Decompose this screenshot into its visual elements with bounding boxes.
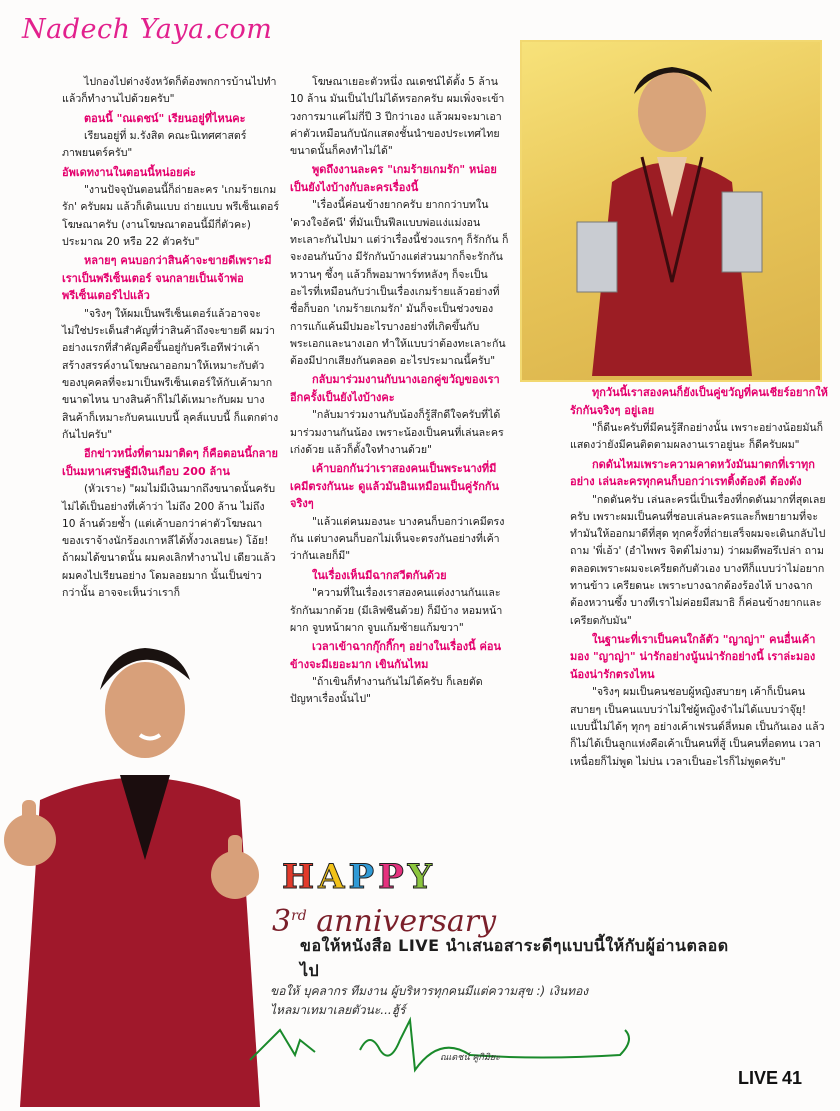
interview-question: อัพเดทงานในตอนนี้หน่อยค่ะ xyxy=(62,165,196,179)
article-paragraph: ไปกองไปต่างจังหวัดก็ต้องพกการบ้านไปทำ แล้วก็ทำงานไปด้วยครับ" xyxy=(62,76,277,106)
article-paragraph: "เรื่องนี้ค่อนข้างยากครับ ยากกว่าบทใน 'ดวงใจอัคนี' ที่มันเป็นฟีลแบบพ่อแง่แม่งอน ทะเลาะกันไปมา แต่ว่าเรื่องนี้ช่วงแรกๆ ก็รักกัน ก็จะงอนกันบ้าง มีรักกันบ้างแต่ส่วนมากก็จะรักกันหวานๆ ซึ้งๆ แล้วก็พอมาพาร์ทหลังๆ ก็จะเป็นอะไรที่เหมือนกับว่าเป็นเรื่องเกมร้ายแล้วอย่างที่ชื่อก็บอก 'เกมร้ายเกมรัก' มันก็จะเป็นช่วงของการแก้แค้นมีปมอะไรบางอย่างที่เกิดขึ้นกับพระเอกและนางเอก ทำให้แบบว่าต้องทะเลาะกัน ต้องมีปากเสียงกันตลอด อะไรประมาณนี้ครับ" xyxy=(290,199,509,368)
happy-letter: H xyxy=(282,857,315,897)
interview-question: เค้าบอกกันว่าเราสองคนเป็นพระนางที่มีเคมีตรงกันนะ ดูแล้วมันอินเหมือนเป็นคู่รักกันจริงๆ xyxy=(290,462,500,511)
site-logo: Nadech Yaya.com xyxy=(22,14,273,45)
article-paragraph: "ถ้าเขินก็ทำงานกันไม่ได้ครับ ก็เลยตัดปัญหาเรื่องนั้นไป" xyxy=(290,676,483,706)
interview-question: ในฐานะที่เราเป็นคนใกล้ตัว "ญาญ่า" คนอื่นเค้ามอง "ญาญ่า" น่ารักอย่างนู้นน่ารักอย่างนี้ เราล่ะมองน้องน่ารักตรงไหน xyxy=(570,632,816,681)
thumbs-up-photo xyxy=(0,640,260,1110)
handwritten-message-1: ขอให้หนังสือ LIVE นำเสนอสาระดีๆแบบนี้ให้กับผู้อ่านตลอดไป xyxy=(300,936,729,980)
interview-question: พูดถึงงานละคร "เกมร้ายเกมรัก" หน่อย เป็นยังไงบ้างกับละครเรื่องนี้ xyxy=(290,163,497,194)
signature-scribble xyxy=(240,1010,660,1080)
interview-question: อีกข่าวหนึ่งที่ตามมาติดๆ ก็คือตอนนี้กลายเป็นมหาเศรษฐีมีเงินเกือบ 200 ล้าน xyxy=(62,447,278,478)
interview-question: ในเรื่องเห็นมีฉากสวีตกันด้วย xyxy=(312,568,447,582)
article-paragraph: "จริงๆ ให้ผมเป็นพรีเซ็นเตอร์แล้วอาจจะไม่ใช่ประเด็นสำคัญที่ว่าสินค้าถึงจะขายดี ผมว่าอย่างแรกที่สำคัญคือขึ้นอยู่กับครีเอทีฟว่าเค้าสร้างสรรค์งานโฆษณาออกมาให้เหมาะกับตัวของบุคคลที่จะมาเป็นพรีเซ็นเตอร์ให้กับเค้ามากขนาดไหน บางสินค้าก็ไม่ได้เหมาะกับผม บางสินค้าก็เหมาะกับคนแบบนี้ ลุคส์แบบนี้ ก็แตกต่างกันไปครับ" xyxy=(62,307,279,441)
interview-question: เวลาเข้าฉากกุ๊กกิ๊กๆ อย่างในเรื่องนี้ ค่อนข้างจะมีเยอะมาก เขินกันไหม xyxy=(290,640,501,671)
article-paragraph: เรียนอยู่ที่ ม.รังสิต คณะนิเทศศาสตร์ ภาพยนตร์ครับ" xyxy=(62,130,247,160)
page-footer xyxy=(738,1068,802,1089)
signature xyxy=(240,1010,660,1080)
interview-question: กดดันไหมเพราะความคาดหวังมันมาตกที่เราทุกอย่าง เล่นละครทุกคนก็บอกว่าเรทติ้งต้องดี ต้องดัง xyxy=(570,457,815,489)
signature-caption: ณเดชน์ คูกิมิยะ xyxy=(440,1053,500,1063)
happy-banner xyxy=(282,857,512,905)
interview-question: ทุกวันนี้เราสองคนก็ยังเป็นคู่ขวัญที่คนเชียร์อยากให้รักกันจริงๆ อยู่เลย xyxy=(570,386,828,417)
page-number: 41 xyxy=(782,1068,803,1088)
magazine-name: LIVE xyxy=(738,1068,779,1088)
happy-letter: P xyxy=(378,857,404,897)
portrait-illustration xyxy=(522,42,816,376)
article-paragraph: โฆษณาเยอะตัวหนึ่ง ณเดชน์ได้ตั้ง 5 ล้าน 10 ล้าน มันเป็นไปไม่ได้หรอกครับ ผมเพิ่งจะเข้าวงการมาแค่ไม่กี่ปี 3 ปีกว่าเอง แล้วผมจะมาเอาค่าตัวเหมือนกับนักแสดงชั้นนำของประเทศไทยขนาดนั้นก็คงทำไม่ได้" xyxy=(290,76,505,158)
interview-question: หลายๆ คนบอกว่าสินค้าจะขายดีเพราะมีเราเป็นพรีเซ็นเตอร์ จนกลายเป็นเจ้าพ่อพรีเซ็นเตอร์ไปแล้ว xyxy=(62,254,272,303)
happy-letter: P xyxy=(348,857,375,897)
interview-question: กลับมาร่วมงานกับนางเอกคู่ขวัญของเราอีกครั้งเป็นยังไงบ้างคะ xyxy=(290,373,500,404)
article-column-1 xyxy=(62,74,280,603)
article-column-3 xyxy=(570,383,828,772)
happy-letter: Y xyxy=(407,857,432,897)
article-paragraph: "ก็ดีนะครับที่มีคนรู้สึกอย่างนั้น เพราะอย่างน้อยมันก็แสดงว่ายังมีคนติดตามผลงานเราอยู่นะ ก็ดีครับผม" xyxy=(570,422,824,452)
article-paragraph: "กลับมาร่วมงานกับน้องก็รู้สึกดีใจครับที่ได้มาร่วมงานกันน้อง เพราะน้องเป็นคนที่เล่นละครเก่งด้วย แล้วก็ตั้งใจทำงานด้วย" xyxy=(290,409,504,457)
thumbs-up-illustration xyxy=(0,640,260,1107)
handwritten-message-2: ขอให้ บุคลากร ทีมงาน ผู้บริหารทุกคนมีแต่ความสุข :) เงินทองไหลมาเทมาเลยตัวนะ...ฮู้ร์ xyxy=(270,984,589,1017)
article-paragraph: "แล้วแต่คนมองนะ บางคนก็บอกว่าเคมีตรงกัน แต่บางคนก็บอกไม่เห็นจะตรงกันอย่างที่เค้าว่ากันเลยก็มี" xyxy=(290,515,505,563)
happy-letter: A xyxy=(318,857,345,897)
article-paragraph: (หัวเราะ) "ผมไม่มีเงินมากถึงขนาดนั้นครับ ไม่ได้เป็นอย่างที่เค้าว่า ไม่ถึง 200 ล้าน ไม่ถึง 10 ล้านด้วยซ้ำ (แต่เค้าบอกว่าค่าตัวโฆษณาของเราจ้างนักร้องเกาหลีได้ทั้งวงเลยนะ) โอ้ย! ถ้าผมได้ขนาดนั้น ผมคงเลิกทำงานไป เดียวแล้ว ผมคงไปเรียนอย่าง โดมลอยมาก นั้นเป็นข่าว กว่านั้น อาจจะเห็นว่าเราก็ xyxy=(62,483,276,600)
article-paragraph: "กดดันครับ เล่นละครนี่เป็นเรื่องที่กดดันมากที่สุดเลยครับ เพราะผมเป็นคนที่ชอบเล่นละครและก็พยายามที่จะทำมันให้ออกมาดีที่สุด ทุกครั้งที่ถ่ายเสร็จผมจะเดินกลับไปถาม 'พี่เอ้ว' (อำไพพร จิตต์ไม่งาม) ว่าผมดีพอรึเปล่า ถามตลอดเพราะผมจะเครียดกับตัวเอง บางทีก็แบบว่าไม่อยากทานข้าว เครียดนะ เพราะบางฉากต้องร้องไห้ บางฉากต้องหวานซึ้ง บางทีเราไม่ค่อยมีสมาธิ ก็ค่อนข้างยากและเครียดกับมัน" xyxy=(570,493,826,627)
interview-question: ตอนนี้ "ณเดชน์" เรียนอยู่ที่ไหนคะ xyxy=(84,111,246,125)
article-column-2 xyxy=(290,74,510,710)
article-paragraph: "ความที่ในเรื่องเราสองคนแต่งงานกันและรักกันมากด้วย (มีเลิฟซีนด้วย) ก็มีบ้าง หอมหน้าผาก จูบหน้าผาก จูบแก้มซ้ายแก้มขวา" xyxy=(290,587,503,634)
article-paragraph: "จริงๆ ผมเป็นคนชอบผู้หญิงสบายๆ เค้าก็เป็นคนสบายๆ เป็นคนแบบว่าไม่ใช่ผู้หญิงจำไม่ได้แบบว่าจุ๊ยุ! แบบนี้ไม่ได้ๆ ทุกๆ อย่างเค้าเฟรนด์ลี่หมด เป็นกันเอง แล้วก็ไม่ได้เป็นลูกแห่งคือเค้าเป็นคนที่สู้ เป็นคนที่อดทน เวลาเหนื่อยก็ไม่พูด ไม่บ่น เวลาเป็นอะไรก็ไม่พูดครับ" xyxy=(570,686,825,768)
anniversary-word: anniversary xyxy=(316,904,497,939)
portrait-photo-trophies xyxy=(520,40,822,382)
anniversary-suffix: rd xyxy=(291,908,307,924)
anniversary-ordinal: 3 xyxy=(272,904,292,939)
article-paragraph: "งานปัจจุบันตอนนี้ก็ถ่ายละคร 'เกมร้ายเกมรัก' ครับผม แล้วก็เดินแบบ ถ่ายแบบ พรีเซ็นเตอร์โฆษณาครับ (งานโฆษณาตอนนี้มีกี่ตัวคะ) ประมาณ 20 หรือ 22 ตัวครับ" xyxy=(62,184,280,249)
